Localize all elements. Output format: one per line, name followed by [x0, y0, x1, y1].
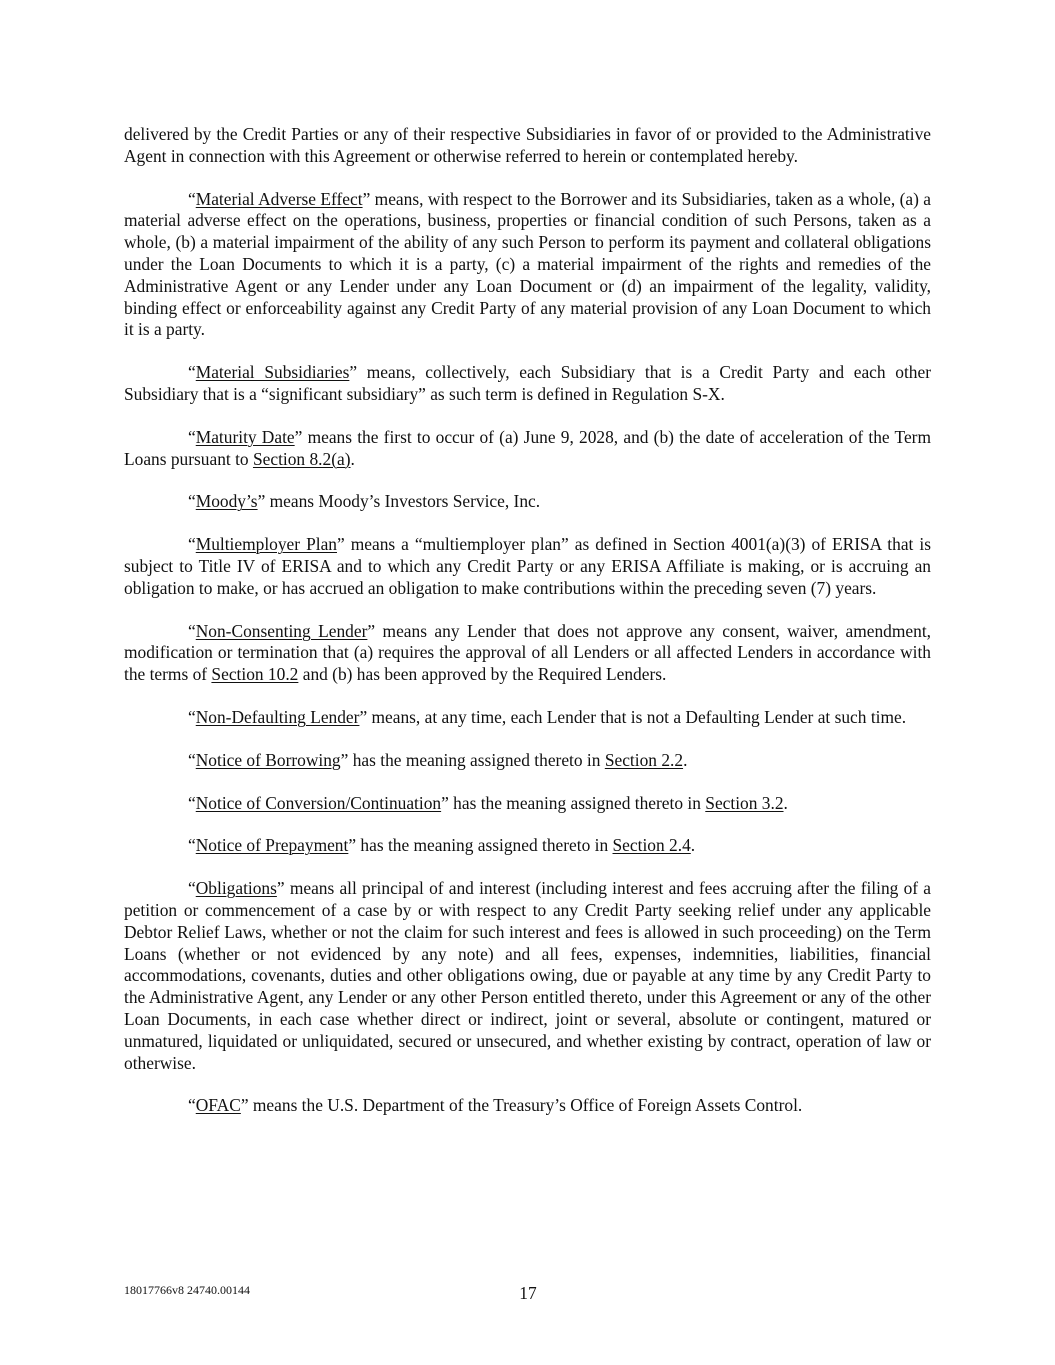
- paragraph-text: ” means Moody’s Investors Service, Inc.: [257, 491, 541, 512]
- defined-term: OFAC: [195, 1095, 241, 1116]
- paragraph-text: “: [188, 188, 196, 209]
- paragraph-text: ” means any Lender that does not approve any consent, waiver, amendment, modification or termination that (a) requires the approval of all Lenders or all affected Lenders in accordance with the terms of: [124, 620, 931, 685]
- section-reference: Section 8.2(a): [252, 448, 351, 469]
- paragraph-text: .: [690, 835, 696, 856]
- defined-term: Moody’s: [195, 491, 258, 512]
- defined-term: Non-Defaulting Lender: [195, 706, 360, 727]
- definition-paragraph: [124, 707, 931, 729]
- paragraph-text: “: [188, 620, 196, 641]
- section-reference: Section 3.2: [705, 792, 784, 813]
- definition-paragraph: [124, 427, 931, 471]
- footer-page-number: 17: [519, 1283, 537, 1303]
- defined-term: Multiemployer Plan: [195, 534, 337, 555]
- section-reference: Section 2.4: [612, 835, 691, 856]
- defined-term: Notice of Prepayment: [195, 835, 349, 856]
- paragraph-text: ” has the meaning assigned thereto in: [441, 792, 706, 813]
- footer-document-id: 18017766v8 24740.00144: [124, 1283, 250, 1297]
- definition-paragraph: [124, 534, 931, 599]
- defined-term: Non-Consenting Lender: [195, 620, 368, 641]
- defined-term: Notice of Borrowing: [195, 749, 341, 770]
- paragraph-text: ” means, at any time, each Lender that is not a Defaulting Lender at such time.: [359, 706, 907, 727]
- definition-paragraph: [124, 362, 931, 406]
- paragraph-text: “: [188, 426, 196, 447]
- paragraph-text: “: [188, 835, 196, 856]
- paragraph-text: ” means, with respect to the Borrower and its Subsidiaries, taken as a whole, (a) a material adverse effect on the operations, business, properties or financial condition of such Persons, taken as a whole, (b) a material impairment of the ability of any such Person to perform its payment and collateral obligations under the Loan Documents to which it is a party, (c) a material impairment of the rights and remedies of the Administrative Agent or any Lender under any Loan Document or (d) an impairment of the legality, validity, binding effect or enforceability against any Credit Party of any material provision of any Loan Document to which it is a party.: [124, 188, 932, 340]
- paragraph-text: and (b) has been approved by the Required Lenders.: [298, 664, 667, 685]
- defined-term: Material Subsidiaries: [195, 362, 350, 383]
- paragraph-text: .: [783, 792, 788, 813]
- paragraph-text: ” has the meaning assigned thereto in: [348, 835, 613, 856]
- definition-paragraph: [124, 878, 931, 1074]
- paragraph-text: ” means, collectively, each Subsidiary that is a Credit Party and each other Subsidiary that is a “significant subsidiary” as such term is defined in Regulation S-X.: [124, 362, 931, 404]
- definition-paragraph: [124, 621, 931, 686]
- paragraph-text: ” means a “multiemployer plan” as defined in Section 4001(a)(3) of ERISA that is subject to Title IV of ERISA and to which any Credit Party or any ERISA Affiliate is making, or is accruing an obligation to make, or has accrued an obligation to make contributions within the preceding seven (7) years.: [124, 534, 931, 598]
- document-page-body: [124, 124, 931, 1138]
- definition-paragraph: [124, 1095, 931, 1117]
- defined-term: Obligations: [195, 878, 277, 899]
- definition-paragraph: [124, 835, 931, 857]
- paragraph-text: “: [188, 706, 196, 727]
- defined-term: Maturity Date: [195, 426, 295, 447]
- paragraph-text: “: [188, 878, 196, 899]
- section-reference: Section 2.2: [604, 749, 684, 770]
- paragraph-text: ” means all principal of and interest (including interest and fees accruing after the filing of a petition or commencement of a case by or with respect to any Credit Party seeking relief under any applicable Debtor Relief Laws, whether or not the claim for such interest and fees is allowed in such proceeding) on the Term Loans (whether or not evidenced by any note) and all fees, expenses, indemnities, liabilities, financial accommodations, covenants, duties and other obligations owing, due or payable at any time by any Credit Party to the Administrative Agent, any Lender or any other Person entitled thereto, under this Agreement or any of the other Loan Documents, in each case whether direct or indirect, joint or several, absolute or contingent, matured or unmatured, liquidated or unliquidated, secured or unsecured, and whether existing by contract, operation of law or otherwise.: [124, 878, 931, 1073]
- paragraph-text: .: [683, 749, 688, 770]
- defined-term: Material Adverse Effect: [195, 188, 363, 209]
- paragraph-text: “: [188, 362, 196, 383]
- paragraph-text: ” means the U.S. Department of the Treasury’s Office of Foreign Assets Control.: [240, 1095, 803, 1116]
- paragraph-text: “: [188, 534, 196, 555]
- continuation-paragraph: [124, 124, 931, 168]
- paragraph-text: “: [188, 491, 196, 512]
- defined-term: Notice of Conversion/Continuation: [195, 792, 442, 813]
- paragraph-text: “: [188, 1095, 196, 1116]
- paragraph-text: .: [350, 448, 355, 469]
- paragraph-text: “: [188, 749, 196, 770]
- definition-paragraph: [124, 793, 931, 815]
- definition-paragraph: [124, 750, 931, 772]
- definition-paragraph: [124, 189, 931, 342]
- paragraph-text: ” means the first to occur of (a) June 9, 2028, and (b) the date of acceleration of the Term Loans pursuant to: [124, 426, 931, 469]
- section-reference: Section 10.2: [211, 664, 299, 685]
- paragraph-text: “: [188, 792, 196, 813]
- paragraph-text: ” has the meaning assigned thereto in: [340, 749, 605, 770]
- definition-paragraph: [124, 491, 931, 513]
- paragraph-text: delivered by the Credit Parties or any of their respective Subsidiaries in favor of or provided to the Administrative Agent in connection with this Agreement or otherwise referred to herein or contemplated hereby.: [124, 124, 931, 166]
